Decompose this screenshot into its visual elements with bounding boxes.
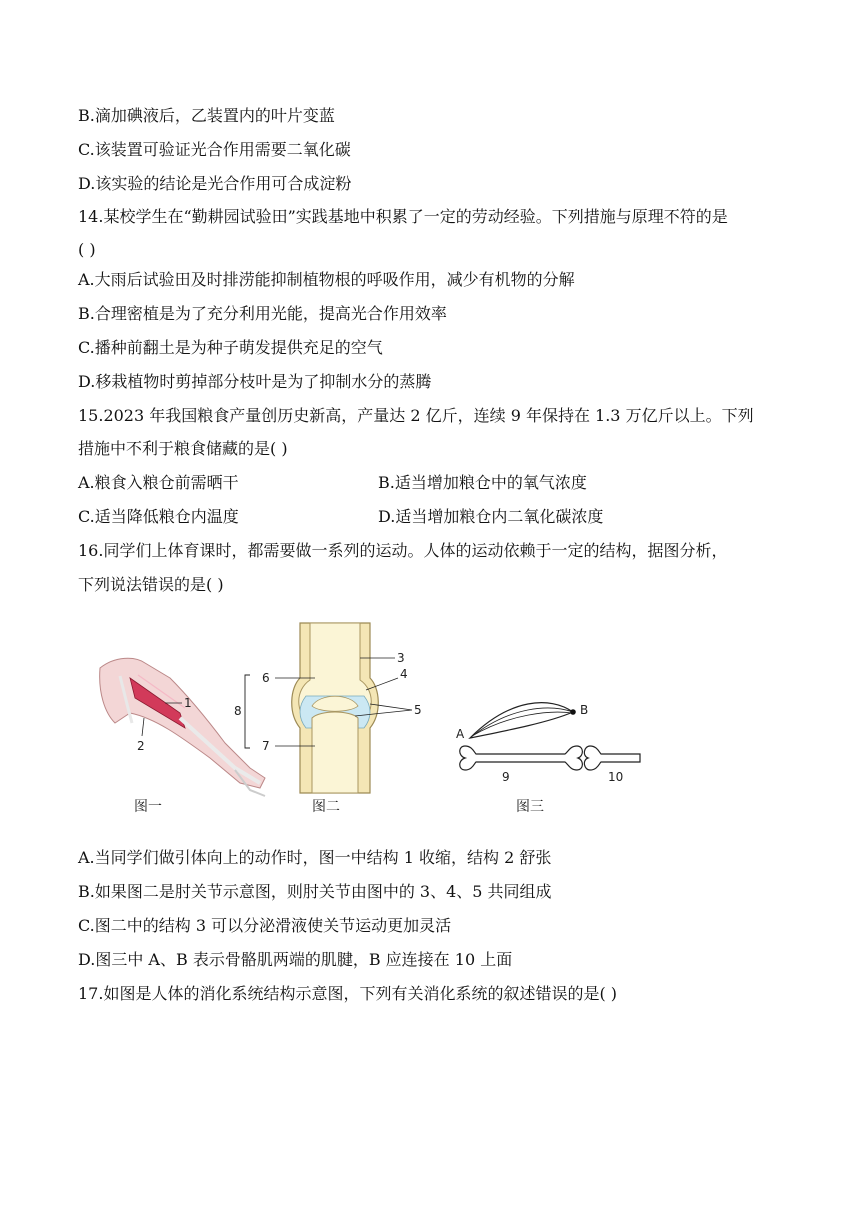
- label-10: 10: [608, 770, 624, 784]
- label-7: 7: [262, 739, 270, 753]
- figure1-arm: [100, 658, 265, 815]
- caption-figure2: 图二: [312, 799, 340, 815]
- q16-option-b: B.如果图二是肘关节示意图，则肘关节由图中的 3、4、5 共同组成: [78, 882, 552, 901]
- label-3: 3: [397, 651, 405, 665]
- q15-stem-line1: 15.2023 年我国粮食产量创历史新高，产量达 2 亿斤，连续 9 年保持在 1.3 万亿斤以上。下列: [78, 406, 754, 425]
- q16-figure: [60, 618, 680, 823]
- q17-stem-line1: 17.如图是人体的消化系统结构示意图，下列有关消化系统的叙述错误的是( ): [78, 984, 618, 1003]
- figure3-muscle-bones: [456, 703, 640, 815]
- q14-option-b: B.合理密植是为了充分利用光能，提高光合作用效率: [78, 304, 447, 323]
- caption-figure1: 图一: [134, 799, 162, 815]
- figure2-joint: [234, 623, 422, 815]
- label-4: 4: [400, 667, 408, 681]
- q14-option-c: C.播种前翻土是为种子萌发提供充足的空气: [78, 338, 383, 357]
- q16-stem-line2: 下列说法错误的是( ): [78, 575, 224, 594]
- q16-option-c: C.图二中的结构 3 可以分泌滑液使关节运动更加灵活: [78, 916, 452, 935]
- q14-option-d: D.移栽植物时剪掉部分枝叶是为了抑制水分的蒸腾: [78, 372, 432, 391]
- label-5: 5: [414, 703, 422, 717]
- q13-option-c: C.该装置可验证光合作用需要二氧化碳: [78, 140, 351, 159]
- q16-option-a: A.当同学们做引体向上的动作时，图一中结构 1 收缩，结构 2 舒张: [78, 848, 552, 867]
- caption-figure3: 图三: [516, 799, 544, 815]
- label-8: 8: [234, 704, 242, 718]
- q15-option-b: B.适当增加粮仓中的氧气浓度: [378, 473, 587, 492]
- label-1: 1: [184, 696, 192, 710]
- label-2: 2: [137, 739, 145, 753]
- label-6: 6: [262, 671, 270, 685]
- q15-option-c: C.适当降低粮仓内温度: [78, 507, 239, 526]
- q15-option-d: D.适当增加粮仓内二氧化碳浓度: [378, 507, 604, 526]
- q15-stem-line2: 措施中不利于粮食储藏的是( ): [78, 439, 288, 458]
- q13-option-b: B.滴加碘液后，乙装置内的叶片变蓝: [78, 106, 335, 125]
- q14-stem-line1: 14.某校学生在“勤耕园试验田”实践基地中积累了一定的劳动经验。下列措施与原理不符的是: [78, 207, 728, 226]
- q14-stem-line2: ( ): [78, 240, 96, 259]
- label-A: A: [456, 727, 465, 741]
- q14-option-a: A.大雨后试验田及时排涝能抑制植物根的呼吸作用，减少有机物的分解: [78, 270, 575, 289]
- q16-option-d: D.图三中 A、B 表示骨骼肌两端的肌腱，B 应连接在 10 上面: [78, 950, 513, 969]
- label-9: 9: [502, 770, 510, 784]
- q16-figure-svg: [60, 618, 680, 823]
- label-B: B: [580, 703, 589, 717]
- q15-option-a: A.粮食入粮仓前需晒干: [78, 473, 239, 492]
- q13-option-d: D.该实验的结论是光合作用可合成淀粉: [78, 174, 352, 193]
- q16-stem-line1: 16.同学们上体育课时，都需要做一系列的运动。人体的运动依赖于一定的结构，据图分析，: [78, 541, 728, 560]
